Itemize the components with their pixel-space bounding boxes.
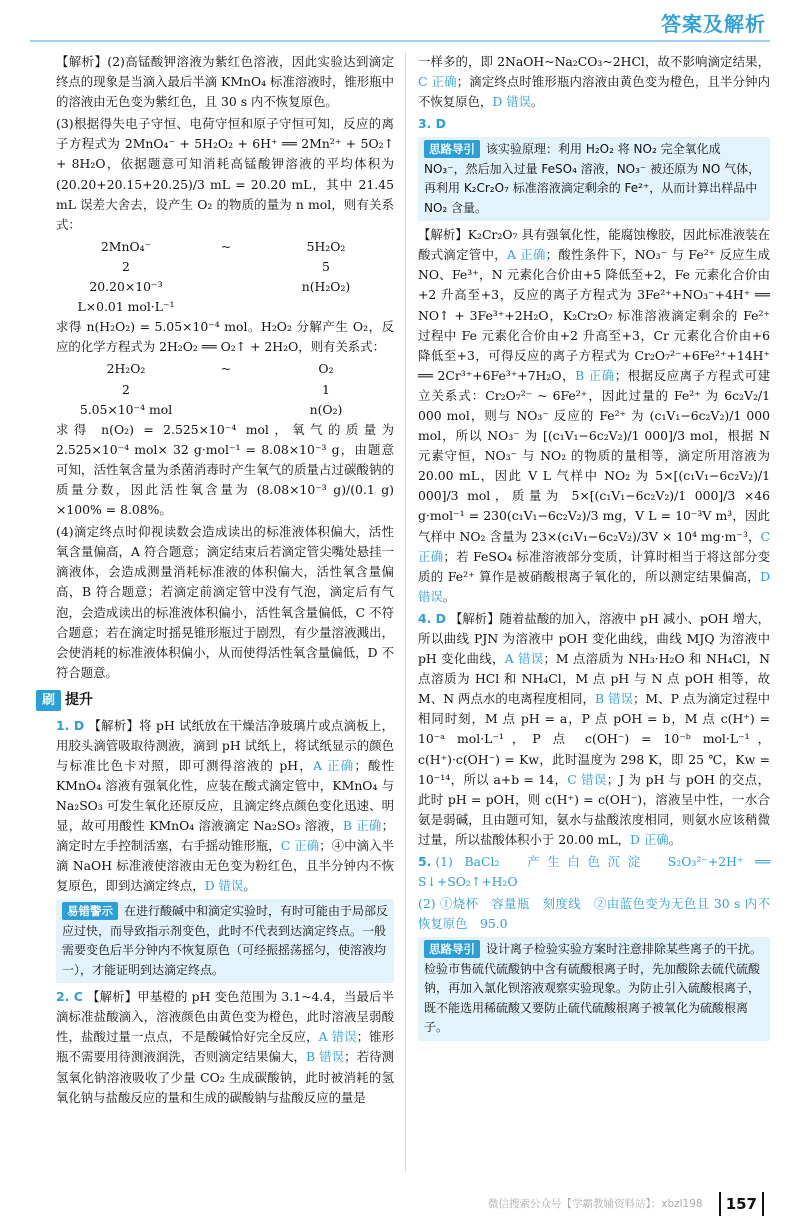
answer-text: ；若 FeSO₄ 标准溶液部分变质，计算时相当于将这部分变质的 Fe²⁺ 算作是被硝酸根离子氧化的，所以测定结果偏高，: [418, 548, 771, 584]
verdict: A 错误: [318, 1029, 357, 1045]
relation-table: [76, 237, 376, 317]
answer-q3: [418, 225, 770, 607]
warning-text: 在进行酸碱中和滴定实验时，有时可能由于局部反应过快，而导致指示剂变色，此时不代表到达滴定终点。一般需要变色后半分钟内不恢复原色（可经振摇荡摇匀，使溶液均一），才能证明到达滴定终点。: [62, 904, 389, 977]
question-number: 1. D: [56, 717, 85, 733]
relation-cell: [176, 277, 276, 317]
header-title: 答案及解析: [661, 12, 766, 36]
relation-cell: 2: [122, 381, 130, 397]
guide-callout: [418, 937, 770, 1040]
left-column: [42, 52, 395, 1172]
verdict: C 正确: [280, 838, 320, 854]
answer-q4: [418, 609, 770, 850]
relation-cell: ~: [220, 361, 232, 377]
paragraph: (3)根据得失电子守恒、电荷守恒和原子守恒可知，反应的离子方程式为 2MnO₄⁻ + 5H₂O₂ + 6H⁺ ══ 2Mn²⁺ + 5O₂↑ + 8H₂O，依据题意可知消耗高锰酸钾溶液的平均体积为 (20.20+20.15+20.25)/3 mL = 20.20 mL，其中 21.45 mL 误差大舍去，设产生 O₂ 的物质的量为 n mol，则有关系式：: [56, 116, 394, 232]
column-divider: [405, 52, 406, 1172]
answer-text: 。: [442, 588, 456, 604]
answer-q1: [56, 716, 394, 897]
relation-cell: 5.05×10⁻⁴ mol: [79, 401, 173, 417]
section-badge: 刷: [36, 690, 61, 711]
verdict: C 正确: [418, 528, 770, 564]
guide-tag: 思路导引: [424, 940, 480, 958]
verdict: D 错误: [204, 878, 244, 894]
relation-cell: [176, 400, 276, 420]
relation-cell: 2H₂O₂: [106, 361, 146, 377]
answer-text: 【解析】随着盐酸的加入，溶液中 pH 减小、pOH 增大，所以曲线 PJN 为溶液中 pOH 变化曲线，曲线 MJQ 为溶液中 pH 变化曲线，: [418, 610, 770, 667]
relation-cell: n(H₂O₂): [301, 279, 351, 295]
verdict: A 错误: [504, 651, 544, 667]
paragraph: (4)滴定终点时仰视读数会造成读出的标准液体积偏大，活性氧含量偏高，A 符合题意；滴定结束后若滴定管尖嘴处悬挂一滴液体，会造成测量消耗标准液的体积偏大，活性氧含量偏高，B 符合题意；若滴定前滴定管中没有气泡，滴定后有气泡，会造成读出的标准液体积偏小，活性氧含量偏低，C 不符合题意；若在滴定时摇晃锥形瓶过于剧烈，有少量溶液溅出，会使消耗的标准液体积偏小，从而使得活性氧含量偏低，D 不符合题意。: [56, 524, 394, 680]
paragraph: 【解析】(2)高锰酸钾溶液为紫红色溶液，因此实验达到滴定终点的现象是当滴入最后半滴 KMnO₄ 标准溶液时，锥形瓶中的溶液由无色变为紫红色，且 30 s 内不恢复原色。: [56, 54, 394, 110]
relation-cell: 20.20×10⁻³ L×0.01 mol·L⁻¹: [77, 279, 175, 315]
answer-text: 【解析】将 pH 试纸放在干燥洁净玻璃片或点滴板上，用胶头滴管吸取待测液，滴到 pH 试纸上，将试纸显示的颜色与标准比色卡对照，即可测得溶液的 pH，: [56, 717, 394, 773]
verdict: C 错误: [567, 771, 607, 787]
relation-cell: 2: [122, 258, 130, 274]
relation-cell: O₂: [318, 361, 334, 377]
answer-text: ；若待测氢氧化钠溶液吸收了少量 CO₂ 生成碳酸钠，此时被消耗的氢氧化钠与盐酸反应的量和生成的碳酸钠与盐酸反应的量是: [56, 1049, 395, 1105]
header-rule: [30, 40, 770, 42]
question-number: 2. C: [56, 989, 83, 1005]
verdict: B 正确: [342, 818, 382, 834]
question-number: 4. D: [418, 610, 446, 626]
answer-text: ；锥形瓶不需要用待测液润洗，否则滴定结果偏大，: [56, 1029, 395, 1065]
section-heading: [36, 689, 394, 712]
guide-text: 该实验原理：利用 H₂O₂ 将 NO₂ 完全氧化成 NO₃⁻，然后加入过量 FeSO₄ 溶液，NO₃⁻ 被还原为 NO 气体，再利用 K₂Cr₂O₇ 标准溶液滴定剩余的 Fe²⁺，从而计算出样品中 NO₂ 含量。: [424, 142, 761, 215]
answer-text: ；J 为 pH 与 pOH 的交点，此时 pH = pOH，则 c(H⁺) = c(OH⁻)，溶液呈中性，一水合氨是弱碱，且由题可知，氨水与盐酸浓度相同，则氨水应该稍微过量，所以盐酸体积小于 20.00 mL，: [418, 771, 770, 847]
answer-text: 。: [668, 831, 682, 847]
guide-text: 设计离子检验实验方案时注意排除某些离子的干扰。检验市售硫代硫酸钠中含有硫酸根离子时，先加酸除去硫代硫酸钠，再加入氯化钡溶液观察实验现象。为防止引入硫酸根离子，既不能选用稀硫酸又要防止硫代硫酸根离子被氧化为硫酸根离子。: [424, 942, 763, 1035]
relation-cell: n(O₂): [309, 401, 343, 417]
answer-text: ；酸性条件下，NO₃⁻ 与 Fe²⁺ 反应生成 NO、Fe³⁺，N 元素化合价由+5 降低至+2，Fe 元素化合价由+2 升高至+3，反应的离子方程式为 3Fe²⁺+NO₃⁻+4H⁺ ══ NO↑ + 3Fe³⁺+2H₂O，K₂Cr₂O₇ 标准溶液滴定剩余的 Fe²⁺ 过程中 Fe 元素化合价由+2 升高至+3，Cr 元素化合价由+6 降低至+3，可得反应的离子方程式为 Cr₂O₇²⁻+6Fe²⁺+14H⁺ ══ 2Cr³⁺+6Fe³⁺+7H₂O，: [418, 247, 770, 383]
question-number: 3. D: [418, 116, 446, 132]
page-number: 157: [719, 1192, 764, 1216]
answer-text: ；根据反应离子方程式可建立关系式：Cr₂O₇²⁻ ~ 6Fe²⁺，因此过量的 Fe²⁺ 为 6c₂V₂/1 000 mol，则与 NO₃⁻ 反应的 Fe²⁺ 为 (c₁V₁−6c₂V₂)/1 000 mol，所以 NO₃⁻ 为 [(c₁V₁−6c₂V₂)/1 000]/3 mol，根据 N 元素守恒，NO₃⁻ 与 NO₂ 的物质的量相等，滴定所用溶液为 20.00 mL，因此 V L 气样中 NO₂ 为 5×[(c₁V₁−6c₂V₂)/1 000]/3 mol，质量为 5×[(c₁V₁−6c₂V₂)/1 000]/3 ×46 g·mol⁻¹ = 230(c₁V₁−6c₂V₂)/3 mg，V L = 10⁻³V m³，因此气样中 NO₂ 含量为 23×(c₁V₁−6c₂V₂)/3V × 10⁴ mg·m⁻³，: [418, 367, 771, 544]
verdict: D 错误: [492, 94, 531, 110]
answer-text: 一样多的，即 2NaOH~Na₂CO₃~2HCl，故不影响滴定结果，: [418, 54, 770, 69]
answer-text: 【解析】K₂Cr₂O₇ 具有强氧化性，能腐蚀橡胶，因此标准液装在酸式滴定管中，: [418, 227, 770, 263]
guide-callout: [418, 137, 770, 221]
verdict: C 正确: [418, 74, 457, 90]
verdict: A 正确: [312, 757, 355, 773]
relation-cell: ~: [220, 238, 232, 254]
answer-q5: [418, 852, 770, 892]
relation-cell: 5H₂O₂: [306, 238, 346, 254]
warning-tag: 易错警示: [62, 902, 118, 920]
answer-text: 【解析】甲基橙的 pH 变色范围为 3.1~4.4，当最后半滴标准盐酸滴入，溶液颜色由黄色变为橙色，此时溶液呈弱酸性，盐酸过量一点点，不是酸碱恰好完全反应，: [56, 989, 394, 1045]
answer-text: (2) ①烧杯 容量瓶 刻度线 ②由蓝色变为无色且 30 s 内不恢复原色 95.0: [418, 896, 770, 932]
answer-text: 。: [531, 94, 544, 110]
answer-text: ；滴定时左手控制活塞，右手摇动锥形瓶，: [56, 818, 394, 854]
answer-q2-continued: [418, 52, 770, 112]
verdict: B 错误: [305, 1049, 345, 1065]
paragraph: 求得 n(H₂O₂) = 5.05×10⁻⁴ mol。H₂O₂ 分解产生 O₂，反应的化学方程式为 2H₂O₂ ══ O₂↑ + 2H₂O，则有关系式：: [56, 319, 394, 355]
verdict: B 错误: [594, 691, 633, 707]
answer-text: ；④中滴入半滴 NaOH 标准液使溶液由无色变为粉红色，且半分钟内不恢复原色，即到达滴定终点，: [56, 838, 395, 894]
answer-text: (1) BaCl₂ 产生白色沉淀 S₂O₃²⁻+2H⁺ ══ S↓+SO₂↑+H₂O: [418, 854, 770, 890]
page-footer: [0, 1192, 800, 1222]
answer-text: ；酸性 KMnO₄ 溶液有强氧化性，应装在酸式滴定管中，KMnO₄ 与 Na₂SO₃ 可发生氧化还原反应，且滴定终点颜色变化迅速、明显，故可用酸性 KMnO₄ 溶液滴定 Na₂SO₃ 溶液，: [56, 757, 395, 834]
warning-callout: [56, 899, 394, 983]
paragraph: 求得 n(O₂) = 2.525×10⁻⁴ mol，氧气的质量为 2.525×10⁻⁴ mol× 32 g·mol⁻¹ = 8.08×10⁻³ g，由题意可知，活性氧含量为杀菌消毒时产生氧气的质量占过碳酸钠的质量分数，因此活性氧含量为 (8.08×10⁻³ g)/(0.1 g) ×100% = 8.08%。: [56, 421, 394, 518]
answer-text: 。: [243, 878, 256, 894]
relation-cell: 5: [322, 258, 330, 274]
answer-q2: [56, 987, 394, 1108]
answer-q3-header: [418, 114, 770, 134]
relation-cell: [176, 380, 276, 400]
right-column: [418, 52, 770, 1172]
verdict: D 错误: [418, 568, 770, 604]
verdict: A 正确: [507, 247, 546, 263]
relation-cell: 1: [322, 381, 330, 397]
page-header: [0, 0, 800, 40]
relation-cell: 2MnO₄⁻: [100, 238, 152, 254]
answer-text: ；M、P 点为滴定过程中相同时刻，M 点 pH = a，P 点 pOH = b，M 点 c(H⁺) = 10⁻ᵃ mol·L⁻¹，P 点 c(OH⁻) = 10⁻ᵇ mol·L⁻¹，c(H⁺)·c(OH⁻) = Kw，此时温度为 298 K，即 25 ℃，Kw = 10⁻¹⁴，所以 a+b = 14，: [418, 691, 771, 787]
relation-table: [76, 359, 376, 419]
section-label: 提升: [65, 691, 94, 708]
verdict: B 正确: [575, 367, 615, 383]
answer-text: ；M 点溶质为 NH₃·H₂O 和 NH₄Cl，N 点溶质为 HCl 和 NH₄Cl，M 点 pH 与 N 点 pOH 相等，故 M、N 两点水的电离程度相同，: [418, 651, 771, 707]
verdict: D 正确: [630, 831, 669, 847]
answer-q5-part2: [418, 894, 770, 934]
answer-text: ；滴定终点时锥形瓶内溶液由黄色变为橙色，且半分钟内不恢复原色，: [418, 74, 771, 110]
guide-tag: 思路导引: [424, 140, 480, 158]
question-number: 5.: [418, 854, 432, 870]
watermark-text: 微信搜索公众号【学霸教辅资料站】：xbzl198: [488, 1198, 703, 1210]
relation-cell: [176, 257, 276, 277]
